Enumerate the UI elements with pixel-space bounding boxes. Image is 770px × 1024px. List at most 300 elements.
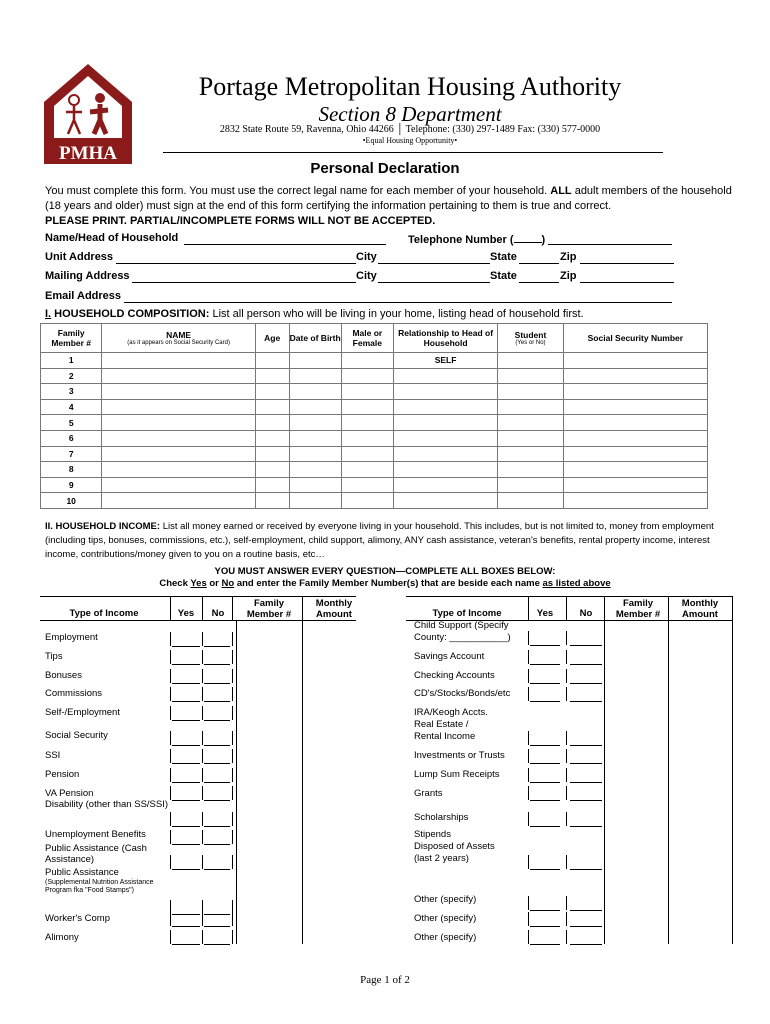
income-type-right: IRA/Keogh Accts. [414,707,488,718]
income-right-head-divider [566,596,567,620]
no-box-left[interactable] [204,664,230,665]
member-divider-left [232,669,233,683]
no-divider-left [202,706,203,720]
no-box-left[interactable] [204,701,230,702]
income-type-left: Public Assistance [45,867,119,878]
composition-cell[interactable] [289,384,341,400]
member-divider-left [232,632,233,646]
yes-divider-right [528,687,529,701]
yes-box-left[interactable] [172,646,200,647]
composition-cell[interactable] [498,368,563,384]
composition-cell[interactable] [498,430,563,446]
unit-state-input[interactable] [519,251,559,264]
household-composition-table [40,323,708,509]
yes-box-right[interactable] [530,800,560,801]
no-box-left[interactable] [204,683,230,684]
composition-cell[interactable] [393,493,497,509]
yes-divider-left [170,812,171,826]
composition-cell[interactable] [563,384,707,400]
no-box-left[interactable] [204,720,230,721]
yes-box-right[interactable] [530,826,560,827]
family-member-number: 10 [41,493,102,509]
yes-divider-left [170,930,171,944]
check-b: or [206,578,222,589]
no-box-right[interactable] [570,701,602,702]
family-member-number: 9 [41,477,102,493]
col-family-member: Family Member # [41,324,102,353]
yes-divider-left [170,669,171,683]
composition-cell[interactable] [255,415,289,431]
income-left-top-rule [40,596,356,597]
intro-all: ALL [550,185,572,197]
composition-cell[interactable] [255,368,289,384]
member-divider-left [232,706,233,720]
no-box-left[interactable] [204,944,230,945]
composition-cell[interactable] [563,493,707,509]
composition-cell[interactable] [102,430,255,446]
member-divider-left [232,855,233,869]
yes-box-right[interactable] [530,869,560,870]
composition-cell[interactable] [341,477,393,493]
composition-cell[interactable] [498,353,563,369]
yes-divider-left [170,912,171,926]
must-answer: YOU MUST ANSWER EVERY QUESTION—COMPLETE ALL BOXES BELOW: [214,566,556,577]
yes-box-right[interactable] [530,763,560,764]
yes-divider-right [528,786,529,800]
yes-box-left[interactable] [172,701,200,702]
composition-cell[interactable] [341,353,393,369]
telephone-input[interactable] [548,232,672,245]
name-head-input[interactable] [184,232,386,245]
income-type-right: County: ___________) [414,632,511,643]
no-box-left[interactable] [204,826,230,827]
composition-cell[interactable] [102,368,255,384]
family-member-number: 5 [41,415,102,431]
composition-cell[interactable] [341,384,393,400]
no-divider-left [202,632,203,646]
yes-divider-left [170,706,171,720]
yes-box-right[interactable] [530,645,560,646]
composition-row [41,446,708,462]
income-type-left: Self-/Employment [45,707,120,718]
no-box-right[interactable] [570,645,602,646]
no-box-left[interactable] [204,869,230,870]
unit-address-input[interactable] [116,251,356,264]
income-type-left: Alimony [45,932,79,943]
mailing-state-input[interactable] [519,270,559,283]
no-divider-right [566,669,567,683]
no-box-right[interactable] [570,910,602,911]
composition-cell[interactable] [563,462,707,478]
income-right-head-divider [528,596,529,620]
yes-box-right[interactable] [530,910,560,911]
logo-text: PMHA [58,143,118,164]
income-type-right: Stipends [414,829,451,840]
yes-box-right[interactable] [530,782,560,783]
composition-cell[interactable] [102,415,255,431]
col-name [102,324,255,353]
composition-cell[interactable] [393,477,497,493]
no-divider-left [202,830,203,844]
no-box-left[interactable] [204,646,230,647]
yes-box-left[interactable] [172,782,200,783]
intro-p1: You must complete this form. You must use the correct legal name for each member of your household. [45,185,551,197]
income-type-right: Rental Income [414,731,476,742]
intro-warning: PLEASE PRINT. PARTIAL/INCOMPLETE FORMS WILL NOT BE ACCEPTED. [45,215,436,227]
composition-cell[interactable] [255,462,289,478]
composition-cell[interactable] [255,446,289,462]
amount-col-right[interactable] [668,620,669,944]
composition-cell[interactable] [341,415,393,431]
income-left-head-rule [40,620,356,621]
no-divider-right [566,896,567,910]
no-box-right[interactable] [570,664,602,665]
composition-cell[interactable] [289,399,341,415]
no-divider-right [566,768,567,782]
composition-cell[interactable] [255,399,289,415]
family-member-number: 7 [41,446,102,462]
no-divider-right [566,749,567,763]
yes-divider-left [170,731,171,745]
member-col-left[interactable] [236,620,237,944]
col-age: Age [255,324,289,353]
composition-cell[interactable] [289,446,341,462]
composition-cell[interactable] [289,430,341,446]
no-divider-left [202,669,203,683]
col-sex: Male or Female [341,324,393,353]
composition-cell[interactable] [563,446,707,462]
composition-cell[interactable] [102,353,255,369]
composition-cell[interactable] [255,353,289,369]
composition-cell[interactable] [102,477,255,493]
header-type-right: Type of Income [432,608,502,619]
form-title: Personal Declaration [310,160,460,177]
right-edge [732,596,733,944]
income-type-right: CD's/Stocks/Bonds/etc [414,688,511,699]
income-type-left: VA Pension [45,788,94,799]
yes-divider-right [528,669,529,683]
email-input[interactable] [124,290,672,303]
yes-box-left[interactable] [172,763,200,764]
member-divider-left [232,687,233,701]
income-type-right: Checking Accounts [414,670,495,681]
mailing-zip-input[interactable] [580,270,674,283]
composition-cell[interactable] [563,477,707,493]
no-box-left[interactable] [204,763,230,764]
yes-divider-left [170,855,171,869]
composition-cell[interactable] [563,430,707,446]
check-a: Check [159,578,191,589]
composition-cell[interactable] [393,368,497,384]
no-divider-right [566,650,567,664]
no-box-right[interactable] [570,782,602,783]
composition-row [41,462,708,478]
composition-cell[interactable] [289,368,341,384]
no-box-right[interactable] [570,800,602,801]
yes-divider-left [170,632,171,646]
header-member-right: Family Member # [615,598,661,620]
composition-cell[interactable] [341,430,393,446]
yes-divider-left [170,768,171,782]
no-box-right[interactable] [570,683,602,684]
composition-cell[interactable] [255,477,289,493]
composition-cell[interactable] [563,353,707,369]
member-divider-left [232,650,233,664]
composition-row [41,368,708,384]
yes-box-left[interactable] [172,683,200,684]
yes-divider-right [528,896,529,910]
member-col-right[interactable] [604,620,605,944]
header-yes-left: Yes [177,608,195,619]
yes-divider-right [528,731,529,745]
income-type-left: Pension [45,769,80,780]
member-divider-left [232,912,233,926]
yes-divider-right [528,749,529,763]
composition-row [41,384,708,400]
no-box-right[interactable] [570,869,602,870]
mailing-address-input[interactable] [132,270,356,283]
intro-text [45,184,745,229]
mailing-city-input[interactable] [378,270,490,283]
yes-box-left[interactable] [172,869,200,870]
composition-cell[interactable] [498,415,563,431]
col-dob: Date of Birth [289,324,341,353]
composition-cell[interactable] [289,353,341,369]
check-d: as listed above [542,578,611,589]
income-right-head-divider [604,596,605,620]
composition-cell[interactable] [498,462,563,478]
header-member-left: Family Member # [246,598,292,620]
yes-divider-left [170,687,171,701]
family-member-number: 3 [41,384,102,400]
income-type-right: Disposed of Assets [414,841,495,852]
pmha-logo [42,62,134,166]
yes-divider-right [528,812,529,826]
income-type-left: Employment [45,632,98,643]
no-divider-right [566,786,567,800]
area-code-input[interactable] [514,232,542,243]
header-amount-left: Monthly Amount [315,598,353,620]
no-box-left[interactable] [204,782,230,783]
page-number: Page 1 of 2 [360,974,410,986]
unit-zip-input[interactable] [580,251,674,264]
income-type-right: Grants [414,788,443,799]
composition-cell[interactable] [289,462,341,478]
composition-cell[interactable] [498,446,563,462]
family-member-number: 2 [41,368,102,384]
no-divider-left [202,768,203,782]
composition-cell[interactable] [393,384,497,400]
composition-cell[interactable] [341,368,393,384]
no-divider-right [566,812,567,826]
income-right-head-divider [668,596,669,620]
family-member-number: 6 [41,430,102,446]
composition-row [41,415,708,431]
composition-cell[interactable] [341,462,393,478]
mailing-state-label: State [490,270,517,282]
income-title: II. HOUSEHOLD INCOME: [45,521,161,532]
income-type-right: Other (specify) [414,913,477,924]
yes-box-left[interactable] [172,800,200,801]
composition-cell[interactable] [393,462,497,478]
composition-cell[interactable] [255,384,289,400]
income-type-left: Commissions [45,688,103,699]
header-no-right: No [579,608,593,619]
check-yes: Yes [190,578,207,589]
no-box-left[interactable] [204,914,230,915]
no-box-right[interactable] [570,926,602,927]
mailing-zip-label: Zip [560,270,577,282]
composition-title: HOUSEHOLD COMPOSITION: [51,308,210,320]
composition-cell[interactable] [563,399,707,415]
composition-cell[interactable] [393,399,497,415]
composition-cell[interactable] [498,477,563,493]
composition-cell[interactable] [341,399,393,415]
composition-cell[interactable] [255,493,289,509]
income-type-right: Investments or Trusts [414,750,505,761]
col-relationship: Relationship to Head of Household [393,324,497,353]
no-box-right[interactable] [570,826,602,827]
no-divider-right [566,731,567,745]
col-student-label: Student [514,330,547,340]
composition-row [41,493,708,509]
no-box-right[interactable] [570,745,602,746]
telephone-close: ) [541,234,546,246]
yes-box-right[interactable] [530,745,560,746]
income-type-right: Other (specify) [414,932,477,943]
member-divider-left [232,812,233,826]
composition-cell[interactable] [102,384,255,400]
col-name-label: NAME [166,330,192,340]
mailing-city-label: City [356,270,377,282]
check-c: and enter the Family Member Number(s) that are beside each name [234,578,543,589]
income-left-head-divider [202,596,203,620]
income-type-right: Scholarships [414,812,469,823]
member-divider-left [232,930,233,944]
no-box-left[interactable] [204,800,230,801]
yes-box-left[interactable] [172,664,200,665]
income-type-left: SSI [45,750,61,761]
composition-cell[interactable] [498,399,563,415]
composition-cell[interactable] [563,415,707,431]
composition-cell[interactable] [102,462,255,478]
yes-box-left[interactable] [172,745,200,746]
no-box-left[interactable] [204,926,230,927]
no-divider-left [202,930,203,944]
composition-cell[interactable] [102,399,255,415]
department-title: Section 8 Department [318,102,502,126]
composition-cell[interactable] [498,493,563,509]
income-type-left: Tips [45,651,63,662]
income-left-head-divider [232,596,233,620]
mailing-address-label: Mailing Address [45,270,130,282]
unit-zip-label: Zip [560,251,577,263]
org-address: 2832 State Route 59, Ravenna, Ohio 44266 │ Telephone: (330) 297-1489 Fax: (330) 577-0000 [219,124,601,135]
no-box-right[interactable] [570,763,602,764]
composition-cell[interactable] [393,446,497,462]
no-box-left[interactable] [204,745,230,746]
composition-cell[interactable] [393,415,497,431]
yes-box-left[interactable] [172,826,200,827]
yes-box-right[interactable] [530,944,560,945]
col-student-sub: (Yes or No) [515,340,546,346]
yes-box-left[interactable] [172,844,200,845]
no-divider-left [202,855,203,869]
composition-cell[interactable] [563,368,707,384]
income-type-right: Savings Account [414,651,485,662]
yes-divider-right [528,855,529,869]
no-divider-left [202,687,203,701]
income-type-right: Child Support (Specify [414,620,509,631]
composition-cell[interactable] [341,446,393,462]
check-no: No [221,578,235,589]
no-divider-right [566,930,567,944]
composition-header-row [41,324,708,353]
yes-box-right[interactable] [530,701,560,702]
no-box-left[interactable] [204,844,230,845]
check-yes-no [0,578,770,590]
unit-city-input[interactable] [378,251,490,264]
header-amount-right: Monthly Amount [681,598,719,620]
yes-divider-right [528,650,529,664]
no-divider-left [202,731,203,745]
no-divider-left [202,786,203,800]
composition-cell[interactable] [289,493,341,509]
no-divider-left [202,912,203,926]
yes-box-left[interactable] [172,926,200,927]
no-divider-right [566,912,567,926]
no-divider-left [202,749,203,763]
income-type-right: Other (specify) [414,894,477,905]
unit-city-label: City [356,251,377,263]
amount-col-left[interactable] [302,620,303,944]
yes-box-right[interactable] [530,664,560,665]
composition-cell[interactable] [341,493,393,509]
income-type-left: Social Security [45,730,108,741]
yes-box-left[interactable] [172,944,200,945]
member-divider-left [232,749,233,763]
name-head-label: Name/Head of Household [45,232,179,244]
income-description [45,520,735,562]
yes-box-right[interactable] [530,926,560,927]
composition-cell[interactable] [255,430,289,446]
composition-cell[interactable] [498,384,563,400]
header-no-left: No [211,608,225,619]
composition-cell[interactable] [393,430,497,446]
composition-cell[interactable] [289,477,341,493]
no-box-right[interactable] [570,944,602,945]
yes-divider-left [170,749,171,763]
yes-box-left[interactable] [172,914,200,915]
telephone-label [408,232,545,246]
yes-divider-left [170,650,171,664]
income-right-top-rule [406,596,732,597]
composition-cell[interactable] [289,415,341,431]
family-member-number: 8 [41,462,102,478]
income-left-head-divider [302,596,303,620]
composition-cell[interactable] [102,493,255,509]
col-name-sub: (as it appears on Social Security Card) [127,340,230,346]
relationship-cell[interactable]: SELF [393,353,497,369]
yes-box-right[interactable] [530,683,560,684]
income-type-left: Unemployment Benefits [45,829,146,840]
yes-divider-left [170,830,171,844]
composition-cell[interactable] [102,446,255,462]
yes-box-left[interactable] [172,720,200,721]
unit-state-label: State [490,251,517,263]
equal-housing-text: •Equal Housing Opportunity• [362,136,458,145]
income-type-right: Real Estate / [414,719,469,730]
